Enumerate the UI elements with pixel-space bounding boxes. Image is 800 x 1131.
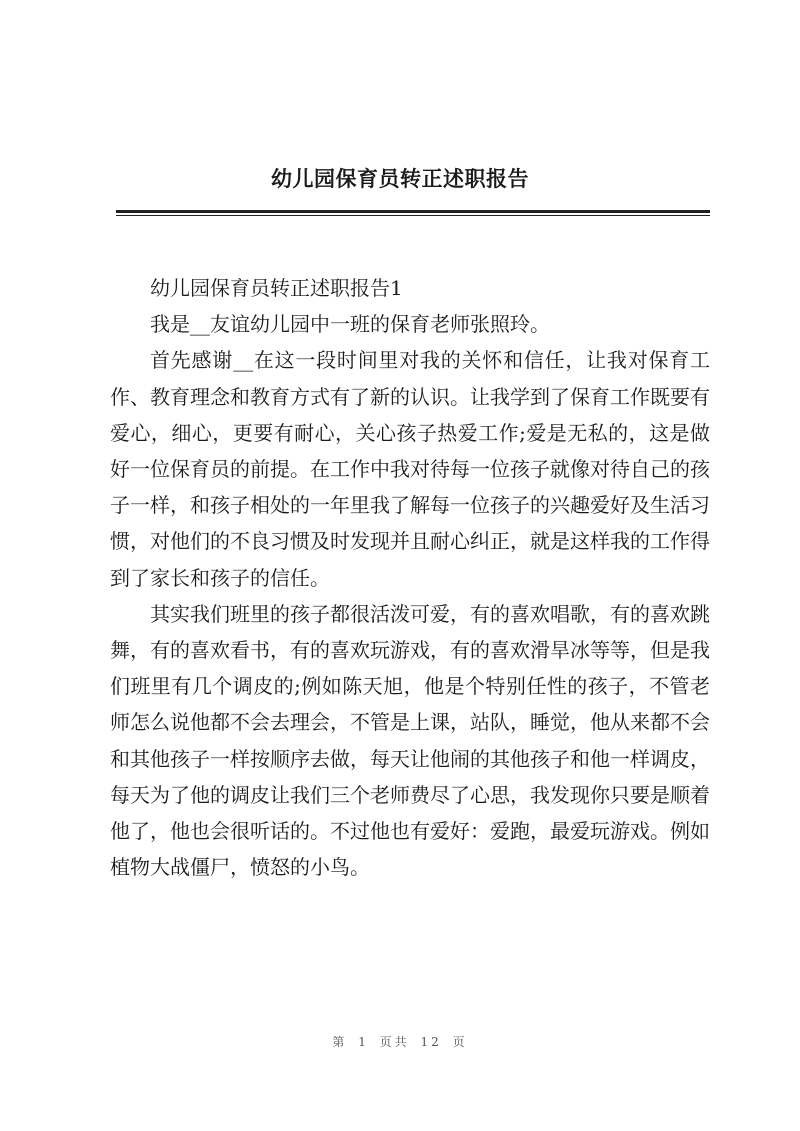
footer-current-page: 1 [358,1035,369,1049]
paragraph-children: 其实我们班里的孩子都很活泼可爱，有的喜欢唱歌，有的喜欢跳舞，有的喜欢看书，有的喜欢玩游戏，有的喜欢滑旱冰等等，但是我们班里有几个调皮的;例如陈天旭，他是个特别任性的孩子，不管老师怎么说他都不会去理会，不管是上课，站队，睡觉，他从来都不会和其他孩子一样按顺序去做，每天让他闹的其他孩子和他一样调皮，每天为了他的调皮让我们三个老师费尽了心思，我发现你只要是顺着他了，他也会很听话的。不过他也有爱好：爱跑，最爱玩游戏。例如植物大战僵尸，愤怒的小鸟。 [110,601,710,880]
footer-middle: 页共 [379,1035,410,1049]
paragraph-intro: 我是__友谊幼儿园中一班的保育老师张照玲。 [150,312,550,337]
page-footer [0,1033,800,1050]
footer-suffix: 页 [452,1035,468,1049]
document-title: 幼儿园保育员转正述职报告 [271,167,529,191]
footer-total-pages: 12 [420,1035,442,1049]
document-body [110,270,710,885]
title-underline-thin [116,215,710,216]
paragraph-thanks: 首先感谢__在这一段时间里对我的关怀和信任，让我对保育工作、教育理念和教育方式有了新的认识。让我学到了保育工作既要有爱心，细心，更要有耐心，关心孩子热爱工作;爱是无私的，这是做好一位保育员的前提。在工作中我对待每一位孩子就像对待自己的孩子一样，和孩子相处的一年里我了解每一位孩子的兴趣爱好及生活习惯，对他们的不良习惯及时发现并且耐心纠正，就是这样我的工作得到了家长和孩子的信任。 [110,348,710,590]
footer-prefix: 第 [332,1035,348,1049]
paragraph-heading: 幼儿园保育员转正述职报告1 [150,276,403,300]
title-underline-thick [116,210,710,213]
